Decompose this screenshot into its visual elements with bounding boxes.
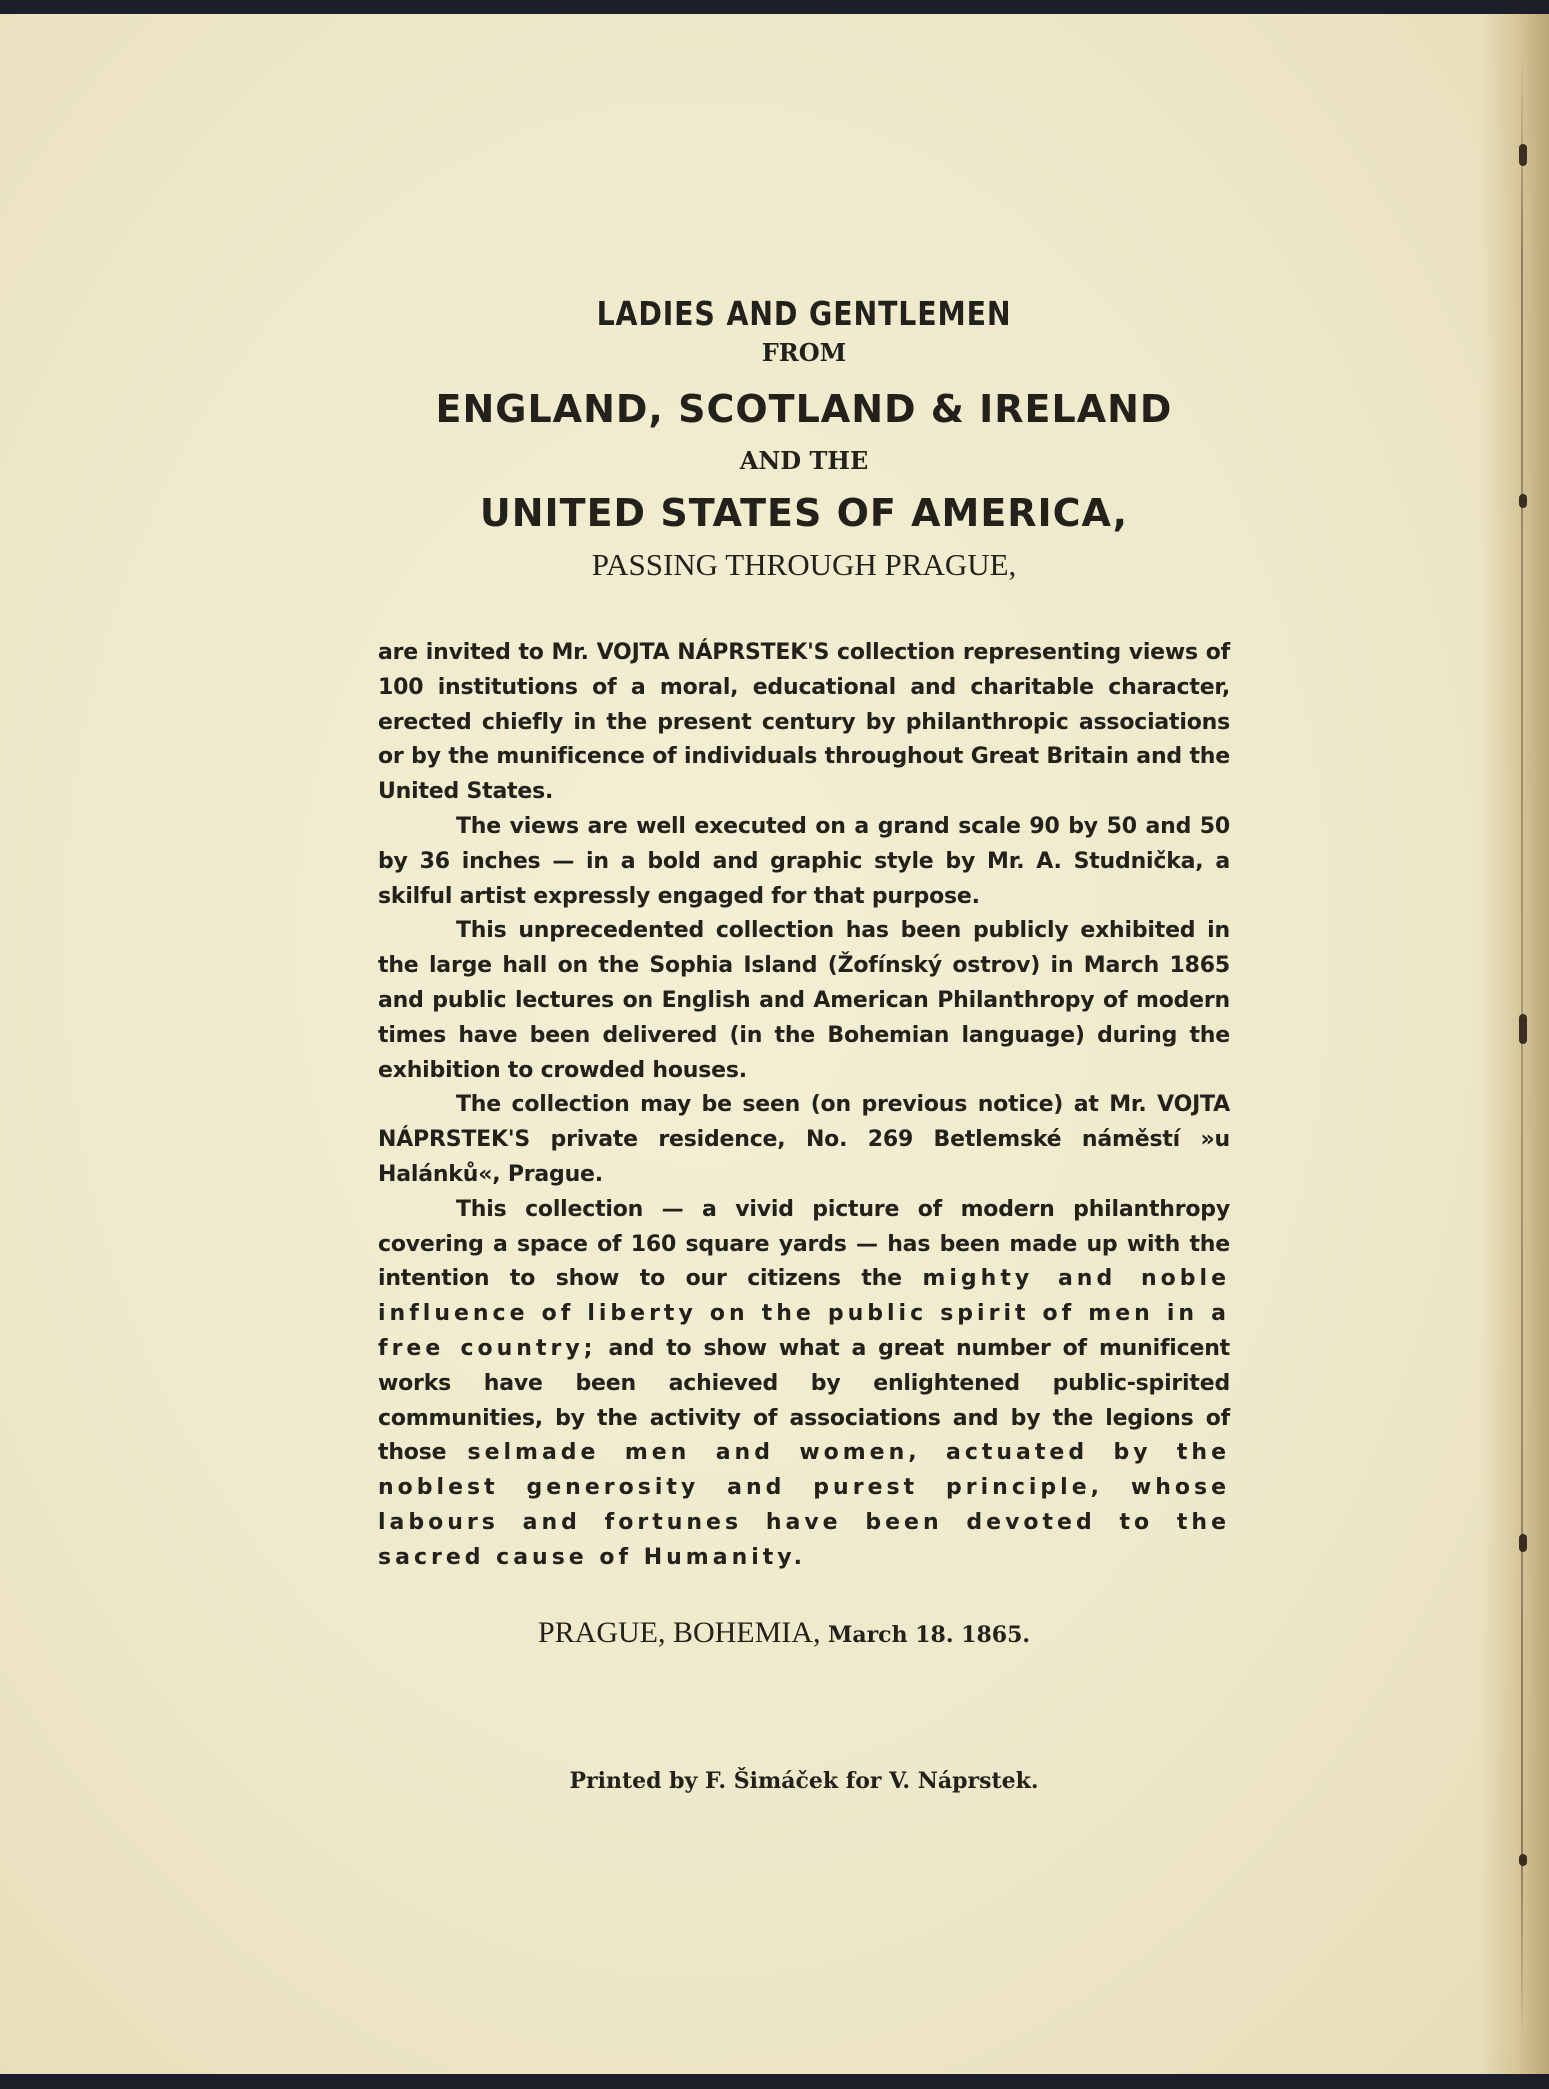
binding-mark: [1519, 1534, 1527, 1552]
paragraph-residence: The collection may be seen (on previous notice) at Mr. VOJTA NÁPRSTEK'S private residence, No. 269 Betlemské náměstí »u Halánků«, Prague.: [378, 1092, 1230, 1187]
binding-mark: [1519, 144, 1527, 166]
paragraph-invitation: are invited to Mr. VOJTA NÁPRSTEK'S collection representing views of 100 institutions of a moral, educational and charitable character, erected chiefly in the present century by philanthropic associations or by the munificence of individuals throughout Great Britain and the United States.: [378, 640, 1230, 805]
binding-mark: [1519, 494, 1527, 508]
binding-edge: [1521, 54, 1523, 2044]
heading-from: FROM: [761, 338, 847, 367]
place-and-date: [378, 1616, 1230, 1650]
philanthropy-text-1: This collection — a vivid picture of modern philanthropy covering a space of 160 square yards — has been made up with the intention to show to our citizens the: [378, 1196, 1230, 1292]
notice-body: [378, 636, 1230, 1576]
paragraph-exhibition: This unprecedented collection has been publicly exhibited in the large hall on the Sophia Island (Žofínský ostrov) in March 1865 and public lectures on English and American Philanthropy of modern times have been delivered (in the Bohemian language) during the exhibition to crowded houses.: [378, 918, 1230, 1083]
notice-content: [378, 276, 1230, 1794]
printer-credit: Printed by F. Šimáček for V. Náprstek.: [569, 1767, 1039, 1794]
binding-mark: [1519, 1854, 1527, 1866]
heading-passing-through: PASSING THROUGH PRAGUE,: [591, 547, 1017, 582]
place-city: PRAGUE, BOHEMIA,: [537, 1615, 821, 1649]
philanthropy-emphasis-1: mighty and noble influence of liberty on the public spirit of men in a free country;: [378, 1266, 1231, 1361]
binding-mark: [1519, 1014, 1527, 1044]
philanthropy-emphasis-2: selmade men and women, actuated by the noblest generosity and purest principle, whose labours and fortunes have been devoted to the sacred cause of Humanity.: [378, 1440, 1230, 1570]
place-date: March 18. 1865.: [827, 1621, 1031, 1648]
paragraph-views: The views are well executed on a grand scale 90 by 50 and 50 by 36 inches — in a bold and graphic style by Mr. A. Studnička, a skilful artist expressly engaged for that purpose.: [378, 813, 1230, 909]
heading-usa: UNITED STATES OF AMERICA,: [479, 491, 1129, 535]
heading-and-the: AND THE: [739, 446, 869, 475]
document-page: [0, 14, 1549, 2074]
page-edge-shading: [1479, 14, 1549, 2074]
heading-countries: ENGLAND, SCOTLAND & IRELAND: [435, 387, 1173, 431]
paragraph-philanthropy: [378, 1193, 1230, 1576]
heading-ladies-gentlemen: LADIES AND GENTLEMEN: [596, 294, 1012, 333]
philanthropy-text-2: and to show what a great number of munificent works have been achieved by enlightened public-spirited communities, by the activity of associations and by the legions of those: [378, 1335, 1230, 1466]
